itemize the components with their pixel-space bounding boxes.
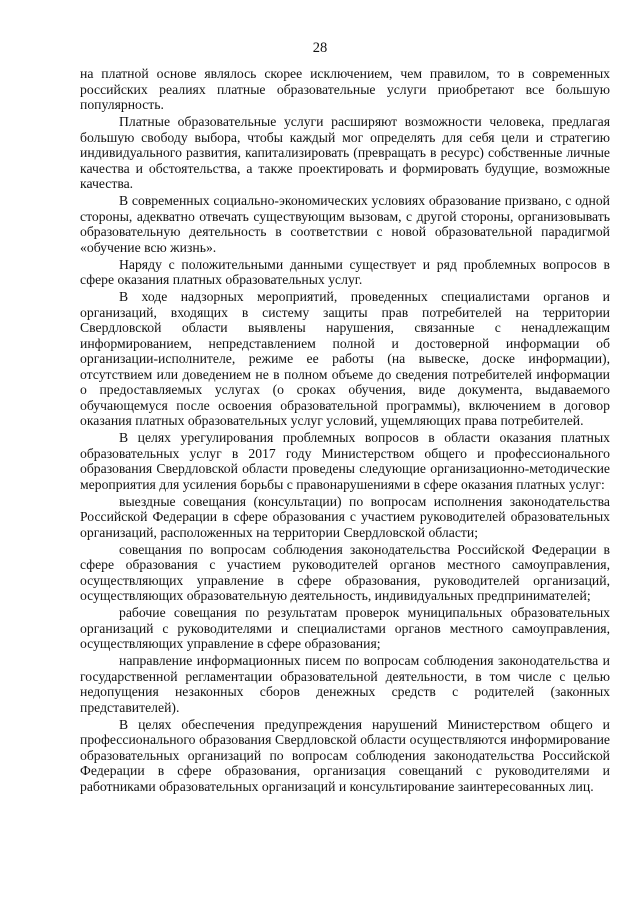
body-text [80, 66, 610, 796]
paragraph-ministry-measures: В целях урегулирования проблемных вопросов в области оказания платных образовательных услуг в 2017 году Министерством общего и профессионального образования Свердловской области проведены следующие организационно-методические мероприятия для усиления борьбы с правонарушениями в сфере оказания платных услуг: [80, 430, 610, 492]
page-number: 28 [312, 40, 328, 56]
paragraph-continuation: на платной основе являлось скорее исключением, чем правилом, то в современных российских реалиях платные образовательные услуги приобретают все большую популярность. [80, 66, 610, 112]
paragraph-violations-found: В ходе надзорных мероприятий, проведенных специалистами органов и организаций, входящих в систему защиты прав потребителей на территории Свердловской области выявлены нарушения, связанные с ненадлежащим информированием, непредставлением полной и достоверной информации об организации-исполнителе, режиме ее работы (на вывеске, доске информации), отсутствием или доведением не в полном объеме до сведения потребителей информации о предоставляемых услугах (о сроках обучения, виде документа, выдаваемого обучающемуся после освоения образовательной программы), включением в договор оказания платных образовательных услуг условий, ущемляющих права потребителей. [80, 289, 610, 428]
paragraph-paid-services-benefits: Платные образовательные услуги расширяют возможности человека, предлагая большую свободу выбора, чтобы каждый мог определять для себя цели и стратегию индивидуального развития, капитализировать (превращать в ресурс) собственные личные качества и обстоятельства, а также проектировать и формировать будущие, возможные качества. [80, 114, 610, 191]
paragraph-modern-conditions: В современных социально-экономических условиях образование призвано, с одной стороны, адекватно отвечать существующим вызовам, с другой стороны, организовывать образовательную деятельность в соответствии с новой образовательной парадигмой «обучение всю жизнь». [80, 193, 610, 255]
paragraph-problem-issues: Наряду с положительными данными существует и ряд проблемных вопросов в сфере оказания платных образовательных услуг. [80, 256, 610, 287]
list-item-compliance-meetings: совещания по вопросам соблюдения законодательства Российской Федерации в сфере образования с участием руководителей органов местного самоуправления, осуществляющих управление в сфере образования, руководителей организаций, осуществляющих образовательную деятельность, индивидуальных предпринимателей; [80, 541, 610, 603]
list-item-information-letters: направление информационных писем по вопросам соблюдения законодательства и государственной регламентации образовательной деятельности, в том числе с целью недопущения незаконных сборов денежных средств с родителей (законных представителей). [80, 653, 610, 715]
list-item-working-meetings: рабочие совещания по результатам проверок муниципальных образовательных организаций с руководителями и специалистами органов местного самоуправления, осуществляющих управление в сфере образования; [80, 605, 610, 651]
paragraph-prevention: В целях обеспечения предупреждения нарушений Министерством общего и профессионального образования Свердловской области осуществляются информирование образовательных организаций по вопросам соблюдения законодательства Российской Федерации в сфере образования, организация совещаний с руководителями и работниками образовательных организаций и консультирование заинтересованных лиц. [80, 716, 610, 794]
list-item-field-meetings: выездные совещания (консультации) по вопросам исполнения законодательства Российской Федерации в сфере образования с участием руководителей образовательных организаций, расположенных на территории Свердловской области; [80, 493, 610, 540]
